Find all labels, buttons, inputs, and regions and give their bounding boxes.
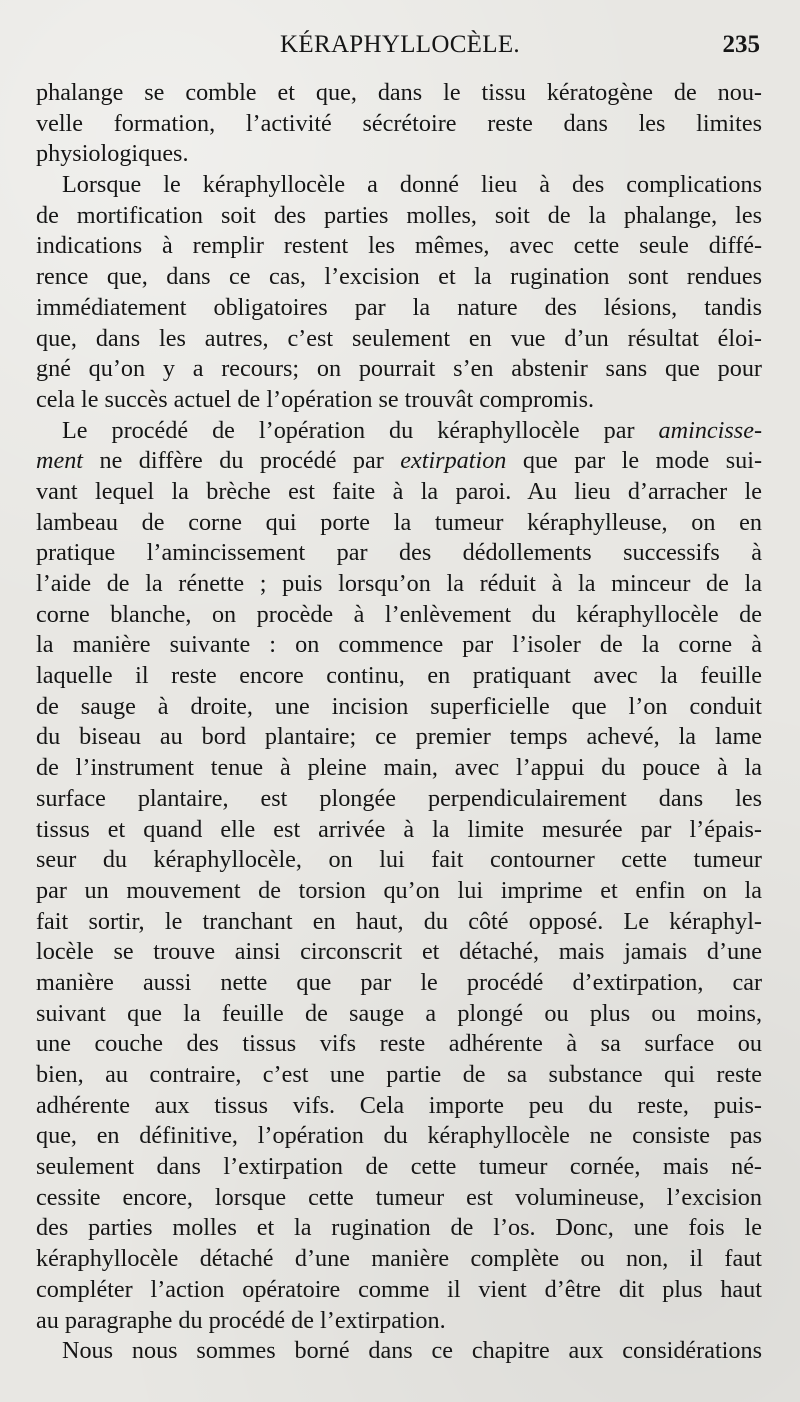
line-normal-text: que par le mode sui- [506,447,762,475]
running-header [40,28,760,62]
text-line: gné qu’on y a recours; on pourrait s’en abstenir sans que pour [36,355,762,383]
text-line: lambeau de corne qui porte la tumeur kéraphylleuse, on en [36,508,762,536]
text-line: rence que, dans ce cas, l’excision et la rugination sont rendues [36,263,762,291]
text-line: de mortification soit des parties molles, soit de la phalange, les [36,201,762,229]
text-line: pratique l’amincissement par des dédollements successifs à [36,539,762,567]
body-text [36,78,762,1367]
line-normal-text: ne diffère du procédé par [83,447,401,475]
text-line: cessite encore, lorsque cette tumeur est volumineuse, l’excision [36,1183,762,1211]
text-line: que, en définitive, l’opération du kéraphyllocèle ne consiste pas [36,1122,762,1150]
line-italic-text: extirpation [400,447,507,475]
text-line: une couche des tissus vifs reste adhérente à sa surface ou [36,1030,762,1058]
text-line: de l’instrument tenue à pleine main, avec l’appui du pouce à la [36,754,762,782]
text-line: au paragraphe du procédé de l’extirpation. [36,1306,446,1334]
text-line: corne blanche, on procède à l’enlèvement du kéraphyllocèle de [36,600,762,628]
text-line: locèle se trouve ainsi circonscrit et détaché, mais jamais d’une [36,938,762,966]
text-line: cela le succès actuel de l’opération se trouvât compromis. [36,385,595,413]
text-line: surface plantaire, est plongée perpendiculairement dans les [36,784,762,812]
text-line: l’aide de la rénette ; puis lorsqu’on la réduit à la minceur de la [36,570,762,597]
text-line: laquelle il reste encore continu, en pratiquant avec la feuille [36,662,762,690]
text-line: vant lequel la brèche est faite à la paroi. Au lieu d’arracher le [36,477,762,505]
paragraph-start: Nous nous sommes borné dans ce chapitre aux considérations [62,1337,762,1365]
text-line: la manière suivante : on commence par l’isoler de la corne à [36,631,762,659]
text-line: fait sortir, le tranchant en haut, du côté opposé. Le kéraphyl- [36,907,762,935]
line-italic-text: ment [36,447,84,475]
text-line: de sauge à droite, une incision superficielle que l’on conduit [36,692,762,720]
page-number: 235 [722,31,760,58]
text-line: indications à remplir restent les mêmes, avec cette seule diffé- [36,232,762,260]
text-line: velle formation, l’activité sécrétoire reste dans les limites [36,109,762,137]
text-line: par un mouvement de torsion qu’on lui imprime et enfin on la [36,876,762,904]
text-line: seur du kéraphyllocèle, on lui fait contourner cette tumeur [36,846,762,874]
text-line: seulement dans l’extirpation de cette tumeur cornée, mais né- [36,1153,762,1181]
paragraph-start [36,416,762,447]
text-line: suivant que la feuille de sauge a plongé ou plus ou moins, [36,999,762,1027]
text-line: kéraphyllocèle détaché d’une manière complète ou non, il faut [36,1245,762,1273]
text-line: immédiatement obligatoires par la nature des lésions, tandis [36,293,762,321]
text-line: physiologiques. [36,140,189,168]
text-line: que, dans les autres, c’est seulement en vue d’un résultat éloi- [36,324,762,352]
text-line: compléter l’action opératoire comme il vient d’être dit plus haut [36,1275,762,1303]
paragraph-start: Lorsque le kéraphyllocèle a donné lieu à des complications [62,171,762,199]
line-italic-text: amincisse- [658,416,762,444]
text-line: adhérente aux tissus vifs. Cela importe peu du reste, puis- [36,1091,762,1119]
text-line: bien, au contraire, c’est une partie de sa substance qui reste [36,1061,762,1088]
line-normal-text: Le procédé de l’opération du kéraphyllocèle par [62,416,659,444]
text-line: des parties molles et la rugination de l’os. Donc, une fois le [36,1214,762,1242]
text-line: manière aussi nette que par le procédé d’extirpation, car [36,968,762,996]
text-line: tissus et quand elle est arrivée à la limite mesurée par l’épais- [36,815,762,843]
text-line: du biseau au bord plantaire; ce premier temps achevé, la lame [36,723,762,751]
text-line: phalange se comble et que, dans le tissu kératogène de nou- [36,79,762,106]
text-line [36,446,762,477]
running-title: KÉRAPHYLLOCÈLE. [280,31,520,58]
